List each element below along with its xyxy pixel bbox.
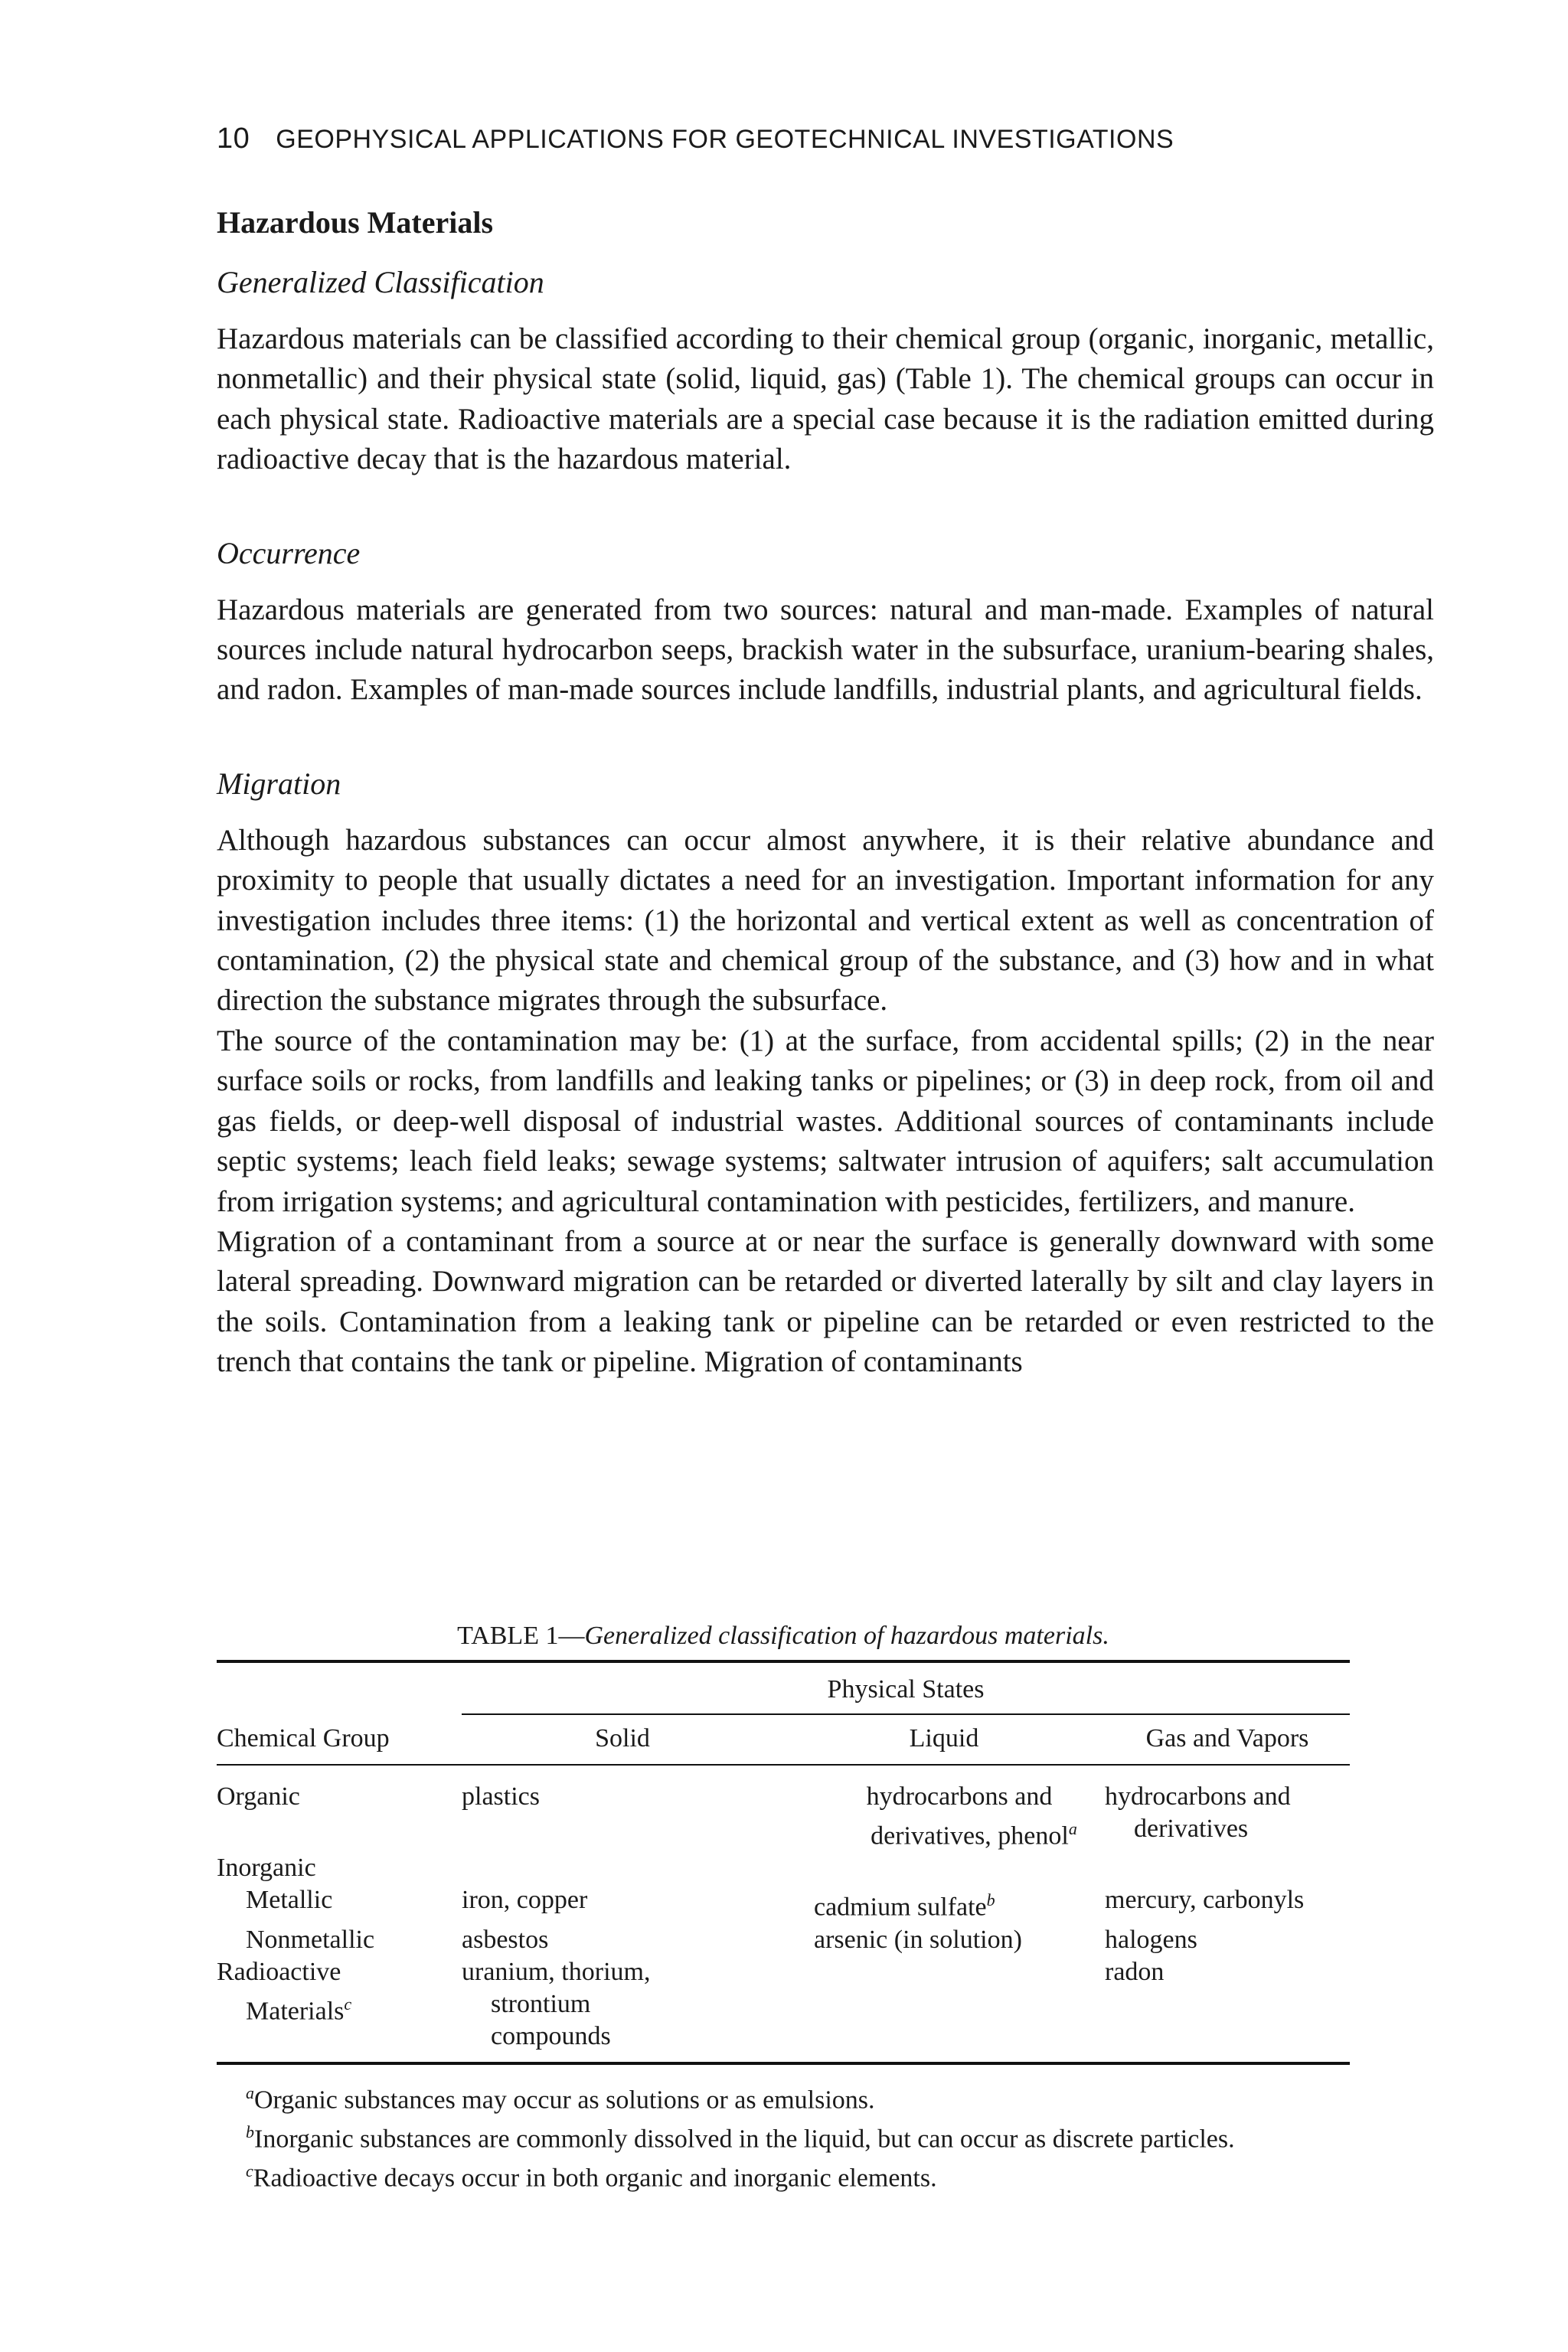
table-caption-text: Generalized classification of hazardous materials. — [584, 1622, 1109, 1650]
subsection-title: Generalized Classification — [217, 265, 544, 299]
paragraph: The source of the contamination may be: (1) at the surface, from accidental spills; (2) in the near surface soils or rocks, from landfills and leaking tanks or pipelines; or (3) in deep rock, from oil and gas fields, or deep-well disposal of industrial wastes. Additional sources of contaminants include septic systems; leach field leaks; sewage systems; saltwater intrusion of aquifers; salt accumulation from irrigation systems; and agricultural contamination with pesticides, fertilizers, and manure. — [217, 1024, 1434, 1218]
cell: arsenic (in solution) — [814, 1925, 1022, 1954]
table-row — [217, 1924, 1350, 1956]
cell: Nonmetallic — [246, 1925, 375, 1954]
running-title: GEOPHYSICAL APPLICATIONS FOR GEOTECHNICAL INVESTIGATIONS — [276, 125, 1174, 154]
cell-text: hydrocarbons and derivatives — [1105, 1782, 1291, 1843]
cell-text: hydrocarbons and derivatives, phenol — [866, 1782, 1069, 1851]
subsection-classification — [217, 263, 1434, 480]
column-header: Solid — [462, 1714, 783, 1765]
footnote-mark: a — [1068, 1819, 1077, 1838]
section-title: Hazardous Materials — [217, 205, 494, 240]
column-header: Chemical Group — [217, 1714, 462, 1765]
cell: iron, copper — [462, 1886, 588, 1915]
paragraph: Although hazardous substances can occur almost anywhere, it is their relative abundance and proximity to people that usually dictates a need for an investigation. Important information for any investigation includes three items: (1) the horizontal and vertical extent as well as concentration of contamination, (2) the physical state and chemical group of the substance, and (3) how and in what direction the substance migrates through the subsurface. — [217, 823, 1434, 1018]
table-row — [217, 1884, 1350, 1923]
subsection-title: Occurrence — [217, 535, 361, 570]
subsection-occurrence — [217, 534, 1434, 710]
table-row — [217, 1956, 1350, 2063]
classification-table — [217, 1660, 1350, 2065]
cell-text: Radioactive Materials — [217, 1957, 345, 2025]
footnote-mark: a — [246, 2082, 254, 2102]
column-header: Gas and Vapors — [1105, 1714, 1350, 1765]
cell: Organic — [217, 1782, 300, 1811]
cell: radon — [1105, 1956, 1350, 2063]
footnote-mark: c — [246, 2161, 253, 2181]
cell: halogens — [1105, 1925, 1197, 1954]
column-header: Liquid — [783, 1714, 1105, 1765]
footnote — [217, 2077, 1350, 2116]
table-caption — [217, 1622, 1350, 1651]
footnote — [217, 2116, 1350, 2155]
paragraph: Hazardous materials can be classified according to their chemical group (organic, inorganic, metallic, nonmetallic) and their physical state (solid, liquid, gas) (Table 1). The chemical groups can occur in each physical state. Radioactive materials are a special case because it is the radiation emitted during radioactive decay that is the hazardous material. — [217, 322, 1434, 476]
cell — [783, 1884, 1105, 1923]
cell: uranium, thorium, strontium compounds — [462, 1956, 783, 2063]
subsection-migration — [217, 764, 1434, 1383]
page-body — [217, 122, 1434, 1383]
table-footnotes — [217, 2077, 1350, 2195]
footnote-mark: c — [344, 1994, 352, 2014]
page-number: 10 — [217, 122, 250, 155]
paragraph: Hazardous materials are generated from two sources: natural and man-made. Examples of natural sources include natural hydrocarbon seeps, brackish water in the subsurface, uranium-bearing shales, and radon. Examples of man-made sources include landfills, industrial plants, and agricultural fields. — [217, 593, 1434, 707]
cell: Inorganic — [217, 1854, 316, 1883]
footnote-text: Organic substances may occur as solutions or as emulsions. — [254, 2085, 875, 2114]
cell — [217, 1956, 462, 2063]
cell: asbestos — [462, 1925, 549, 1954]
cell-text: cadmium sulfate — [814, 1893, 987, 1922]
paragraph: Migration of a contaminant from a source at or near the surface is generally downward with some lateral spreading. Downward migration can be retarded or diverted laterally by silt and clay layers in the soils. Contamination from a leaking tank or pipeline can be retarded or even restricted to the trench that contains the tank or pipeline. Migration of contaminants — [217, 1224, 1434, 1379]
cell — [783, 1765, 1105, 1852]
spanner-header: Physical States — [462, 1663, 1350, 1714]
running-header — [217, 122, 1434, 155]
cell: mercury, carbonyls — [1105, 1886, 1305, 1915]
footnote-text: Inorganic substances are commonly dissolved in the liquid, but can occur as discrete particles. — [254, 2125, 1235, 2154]
cell: Metallic — [246, 1886, 333, 1915]
table-row — [217, 1852, 1350, 1884]
table-label: TABLE 1— — [457, 1622, 585, 1650]
subsection-title: Migration — [217, 766, 341, 801]
footnote-mark: b — [986, 1890, 995, 1910]
cell: plastics — [462, 1782, 540, 1811]
footnote — [217, 2155, 1350, 2194]
footnote-text: Radioactive decays occur in both organic and inorganic elements. — [253, 2164, 937, 2193]
cell — [1105, 1765, 1350, 1852]
table-1 — [217, 1622, 1350, 2195]
footnote-mark: b — [246, 2122, 254, 2141]
table-row — [217, 1765, 1350, 1852]
